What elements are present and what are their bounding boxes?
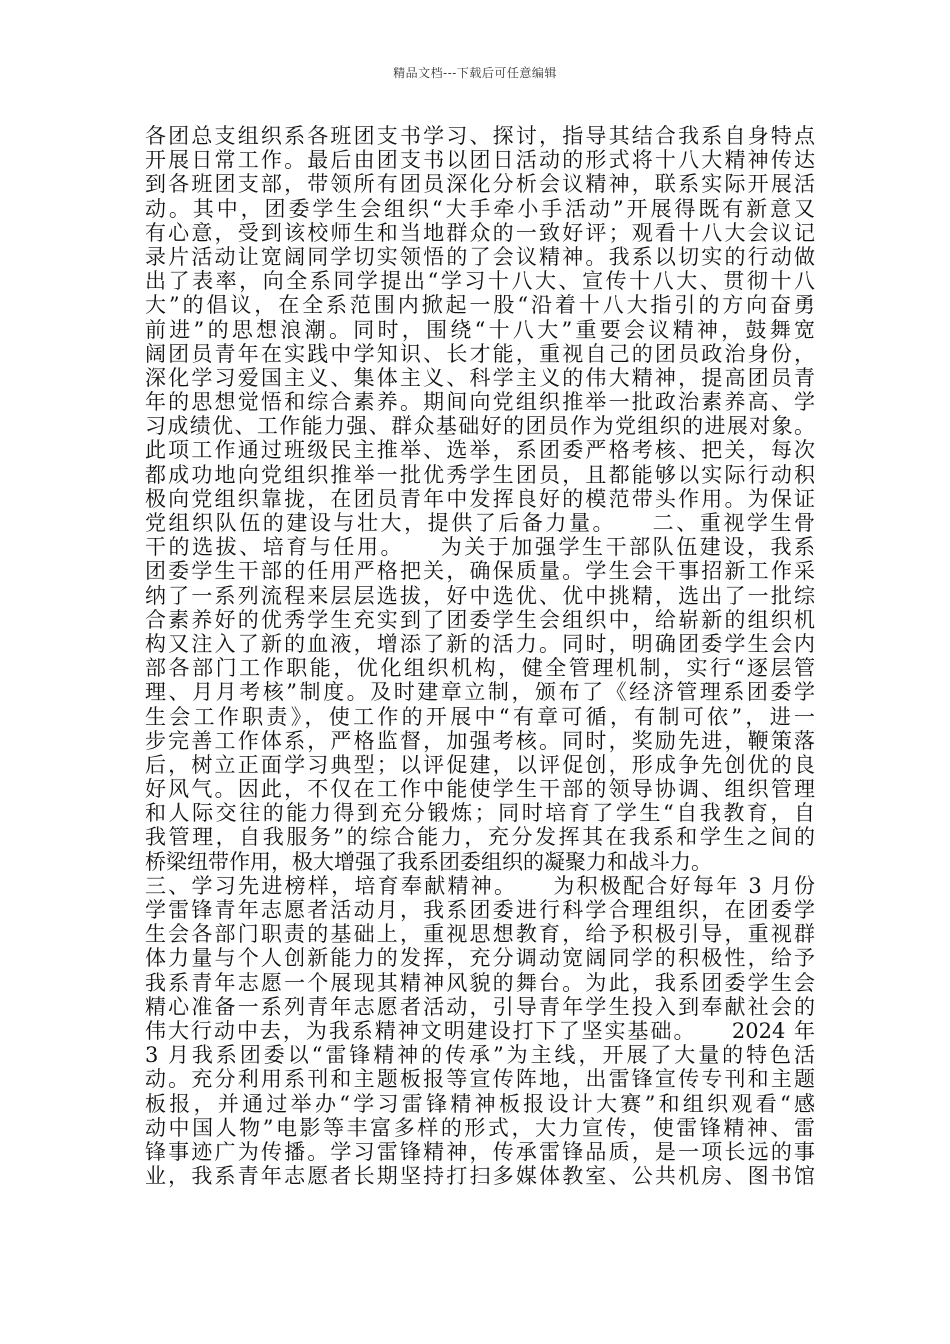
body-text-line: 开展日常工作。最后由团支书以团日活动的形式将十八大精神传达 bbox=[145, 148, 815, 173]
body-text-line: 三、学习先进榜样，培育奉献精神。 为积极配合好每年 3 月份 bbox=[145, 873, 815, 898]
body-text-line: 干的选拔、培育与任用。 为关于加强学生干部队伍建设，我系 bbox=[145, 535, 815, 560]
body-text-line: 都成功地向党组织推举一批优秀学生团员，且都能够以实际行动积 bbox=[145, 462, 815, 487]
body-text-line: 伟大行动中去，为我系精神文明建设打下了坚实基础。 2024 年 bbox=[145, 1018, 815, 1043]
body-text-line: 前进”的思想浪潮。同时，围绕“十八大”重要会议精神，鼓舞宽 bbox=[145, 317, 815, 342]
body-text-line: 到各班团支部，带领所有团员深化分析会议精神，联系实际开展活 bbox=[145, 172, 815, 197]
body-text-line: 板报，并通过举办“学习雷锋精神板报设计大赛”和组织观看“感 bbox=[145, 1091, 815, 1116]
document-body bbox=[145, 124, 815, 1188]
body-text-line: 理、月月考核”制度。及时建章立制，颁布了《经济管理系团委学 bbox=[145, 680, 815, 705]
body-text-line: 体力量与个人创新能力的发挥，充分调动宽阔同学的积极性，给予 bbox=[145, 946, 815, 971]
body-text-line: 构又注入了新的血液，增添了新的活力。同时，明确团委学生会内 bbox=[145, 631, 815, 656]
body-text-line: 阔团员青年在实践中学知识、长才能，重视自己的团员政治身份， bbox=[145, 341, 815, 366]
body-text-line: 极向党组织靠拢，在团员青年中发挥良好的模范带头作用。为保证 bbox=[145, 486, 815, 511]
body-text-line: 团委学生干部的任用严格把关，确保质量。学生会干事招新工作采 bbox=[145, 559, 815, 584]
body-text-line: 好风气。因此，不仅在工作中能使学生干部的领导协调、组织管理 bbox=[145, 777, 815, 802]
body-text-line: 生会工作职责》，使工作的开展中“有章可循，有制可依”，进一 bbox=[145, 704, 815, 729]
body-text-line: 各团总支组织系各班团支书学习、探讨，指导其结合我系自身特点 bbox=[145, 124, 815, 148]
body-text-line: 党组织队伍的建设与壮大，提供了后备力量。 二、重视学生骨 bbox=[145, 511, 815, 535]
body-text-line: 出了表率，向全系同学提出“学习十八大、宣传十八大、贯彻十八 bbox=[145, 269, 815, 294]
body-text-line: 年的思想觉悟和综合素养。期间向党组织推举一批政治素养高、学 bbox=[145, 390, 815, 415]
body-text-line: 后，树立正面学习典型；以评促建，以评促创，形成争先创优的良 bbox=[145, 752, 815, 777]
body-text-line: 动中国人物”电影等丰富多样的形式，大力宣传，使雷锋精神、雷 bbox=[145, 1115, 815, 1140]
body-text-line: 业，我系青年志愿者长期坚持打扫多媒体教室、公共机房、图书馆 bbox=[145, 1164, 815, 1189]
body-text-line: 纳了一系列流程来层层选拔，好中选优、优中挑精，选出了一批综 bbox=[145, 583, 815, 608]
body-text-line: 锋事迹广为传播。学习雷锋精神，传承雷锋品质，是一项长远的事 bbox=[145, 1139, 815, 1164]
body-text-line: 动。其中，团委学生会组织“大手牵小手活动”开展得既有新意又 bbox=[145, 196, 815, 221]
body-text-line: 桥梁纽带作用，极大增强了我系团委组织的凝聚力和战斗力。 bbox=[145, 849, 712, 874]
body-text-line: 精心准备一系列青年志愿者活动，引导青年学生投入到奉献社会的 bbox=[145, 994, 815, 1019]
body-text-line: 部各部门工作职能，优化组织机构，健全管理机制，实行“逐层管 bbox=[145, 656, 815, 681]
body-text-line: 步完善工作体系，严格监督，加强考核。同时，奖励先进，鞭策落 bbox=[145, 728, 815, 753]
page-header: 精品文档---下载后可任意编辑 bbox=[393, 66, 557, 80]
body-text-line: 和人际交往的能力得到充分锻炼；同时培育了学生“自我教育，自 bbox=[145, 801, 815, 826]
body-text-line: 我管理，自我服务”的综合能力，充分发挥其在我系和学生之间的 bbox=[145, 825, 815, 850]
body-text-line: 深化学习爱国主义、集体主义、科学主义的伟大精神，提高团员青 bbox=[145, 365, 815, 390]
body-text-line: 习成绩优、工作能力强、群众基础好的团员作为党组织的进展对象。 bbox=[145, 414, 815, 439]
body-text-line: 有心意，受到该校师生和当地群众的一致好评；观看十八大会议记 bbox=[145, 220, 815, 245]
body-text-line: 录片活动让宽阔同学切实领悟的了会议精神。我系以切实的行动做 bbox=[145, 244, 815, 269]
body-text-line: 学雷锋青年志愿者活动月，我系团委进行科学合理组织，在团委学 bbox=[145, 898, 815, 922]
body-text-line: 此项工作通过班级民主推举、选举，系团委严格考核、把关，每次 bbox=[145, 438, 815, 463]
body-text-line: 3 月我系团委以“雷锋精神的传承”为主线，开展了大量的特色活 bbox=[145, 1043, 815, 1068]
body-text-line: 生会各部门职责的基础上，重视思想教育，给予积极引导，重视群 bbox=[145, 922, 815, 947]
body-text-line: 动。充分利用系刊和主题板报等宣传阵地，出雷锋宣传专刊和主题 bbox=[145, 1067, 815, 1092]
body-text-line: 合素养好的优秀学生充实到了团委学生会组织中，给崭新的组织机 bbox=[145, 607, 815, 632]
body-text-line: 大”的倡议，在全系范围内掀起一股“沿着十八大指引的方向奋勇 bbox=[145, 293, 815, 318]
body-text-line: 我系青年志愿一个展现其精神风貌的舞台。为此，我系团委学生会 bbox=[145, 970, 815, 995]
